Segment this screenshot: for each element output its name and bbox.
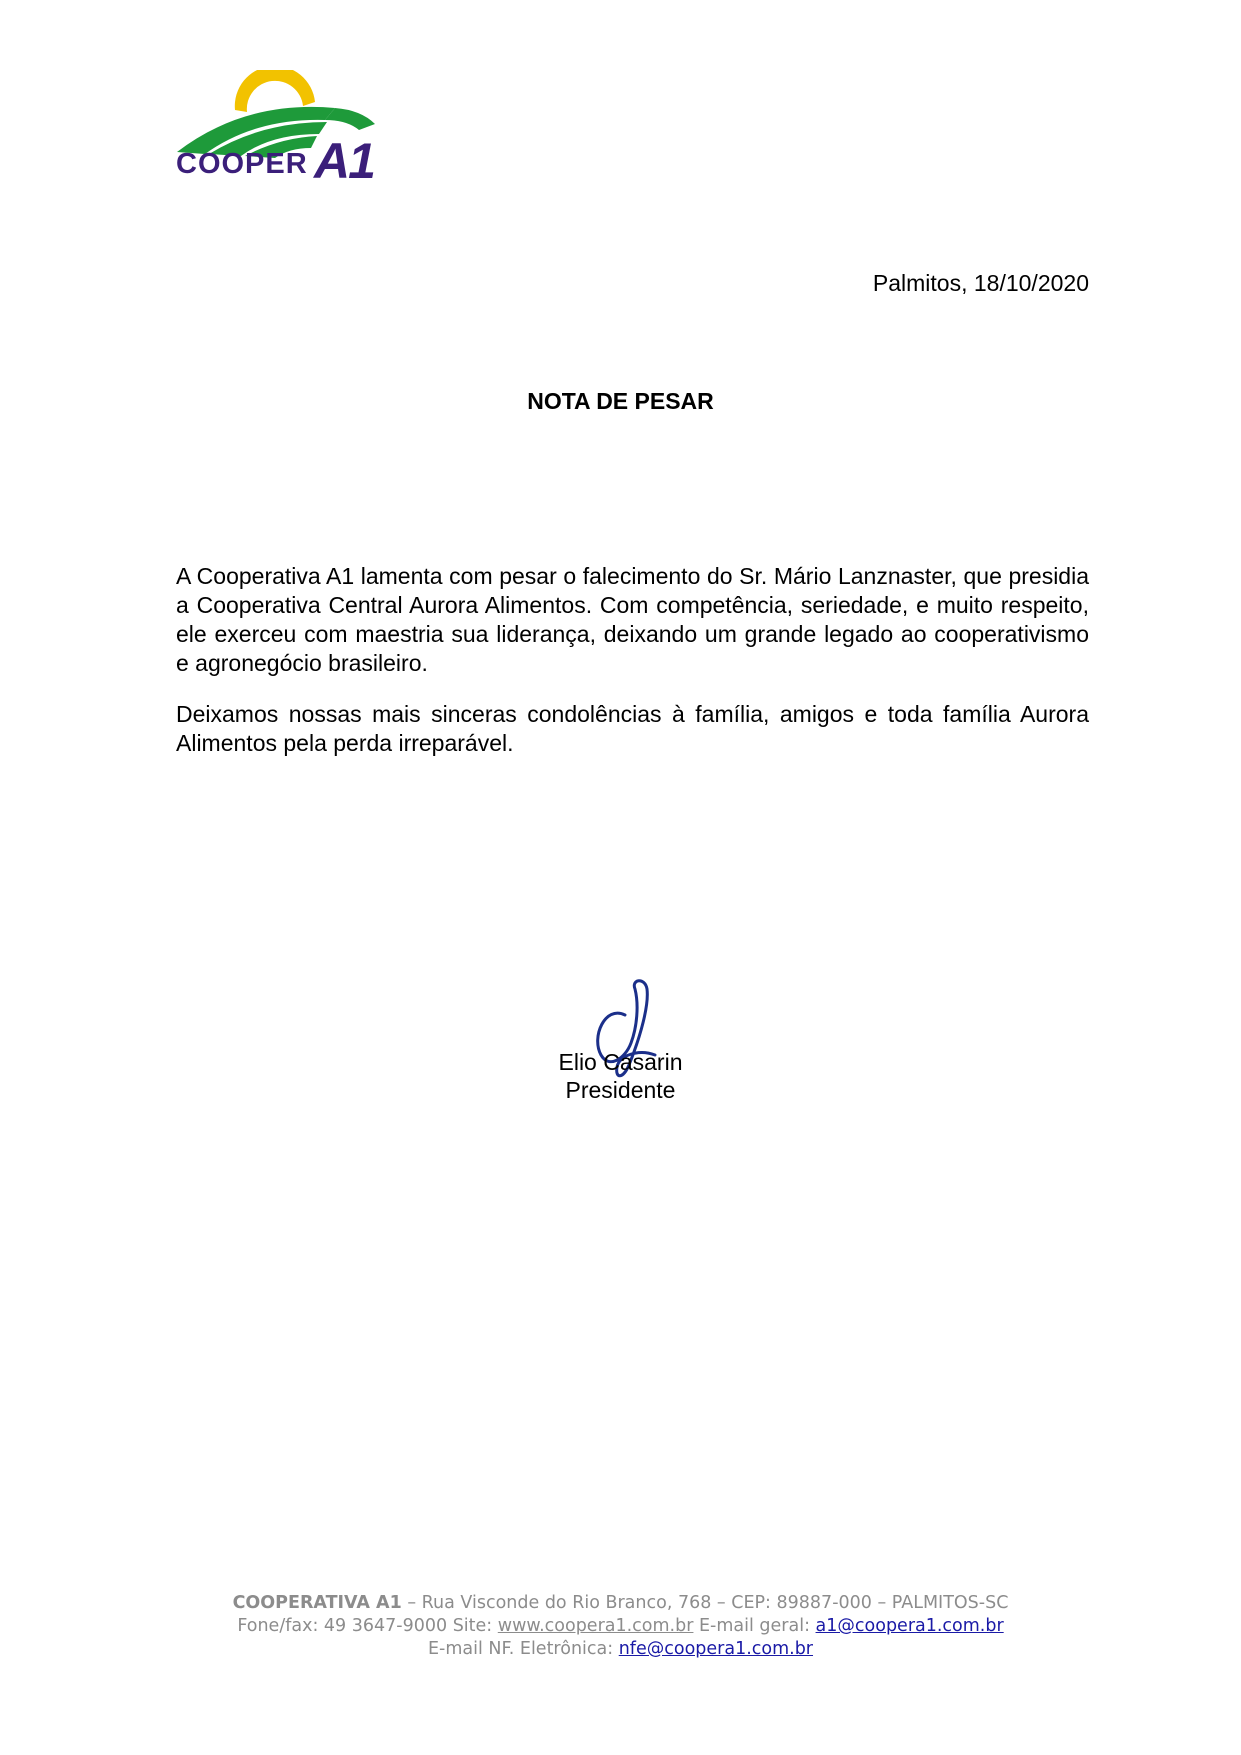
signatory-role: Presidente	[565, 1077, 676, 1103]
logo-sun	[235, 70, 315, 112]
footer-org-name: COOPERATIVA A1	[232, 1593, 402, 1613]
letter-paragraph-1: A Cooperativa A1 lamenta com pesar o falecimento do Sr. Mário Lanznaster, que presidia a Cooperativa Central Aurora Alimentos. Com competência, seriedade, e muito respeito, ele exerceu com maestria sua liderança, deixando um grande legado ao cooperativismo e agronegócio brasileiro.	[176, 563, 1089, 676]
footer-phone: Fone/fax: 49 3647-9000 Site:	[237, 1616, 498, 1636]
logo-a1-text: A1	[314, 133, 374, 189]
logo-field-right	[325, 108, 375, 130]
letter-date: Palmitos, 18/10/2020	[872, 270, 1089, 296]
signatory-name: Elio Casarin	[558, 1049, 683, 1075]
footer-nfe-label: E-mail NF. Eletrônica:	[427, 1639, 619, 1659]
footer-line-1	[0, 1592, 1241, 1615]
footer-email-label: E-mail geral:	[693, 1616, 816, 1636]
letter-paragraph-2: Deixamos nossas mais sinceras condolências à família, amigos e toda família Aurora Alimentos pela perda irreparável.	[176, 701, 1089, 756]
letterhead-footer	[0, 1592, 1241, 1661]
letter-title: NOTA DE PESAR	[527, 388, 714, 414]
footer-address: – Rua Visconde do Rio Branco, 768 – CEP: 89887-000 – PALMITOS-SC	[401, 1593, 1009, 1613]
footer-line-2	[0, 1615, 1241, 1638]
footer-nfe-email-link[interactable]: nfe@coopera1.com.br	[618, 1639, 814, 1659]
footer-site-link[interactable]: www.coopera1.com.br	[497, 1616, 694, 1636]
footer-line-3	[0, 1638, 1241, 1661]
logo-wordmark	[176, 133, 374, 189]
footer-email-link[interactable]: a1@coopera1.com.br	[815, 1616, 1004, 1636]
letter-body	[176, 562, 1089, 780]
logo-cooper-text: COOPER	[176, 148, 308, 180]
